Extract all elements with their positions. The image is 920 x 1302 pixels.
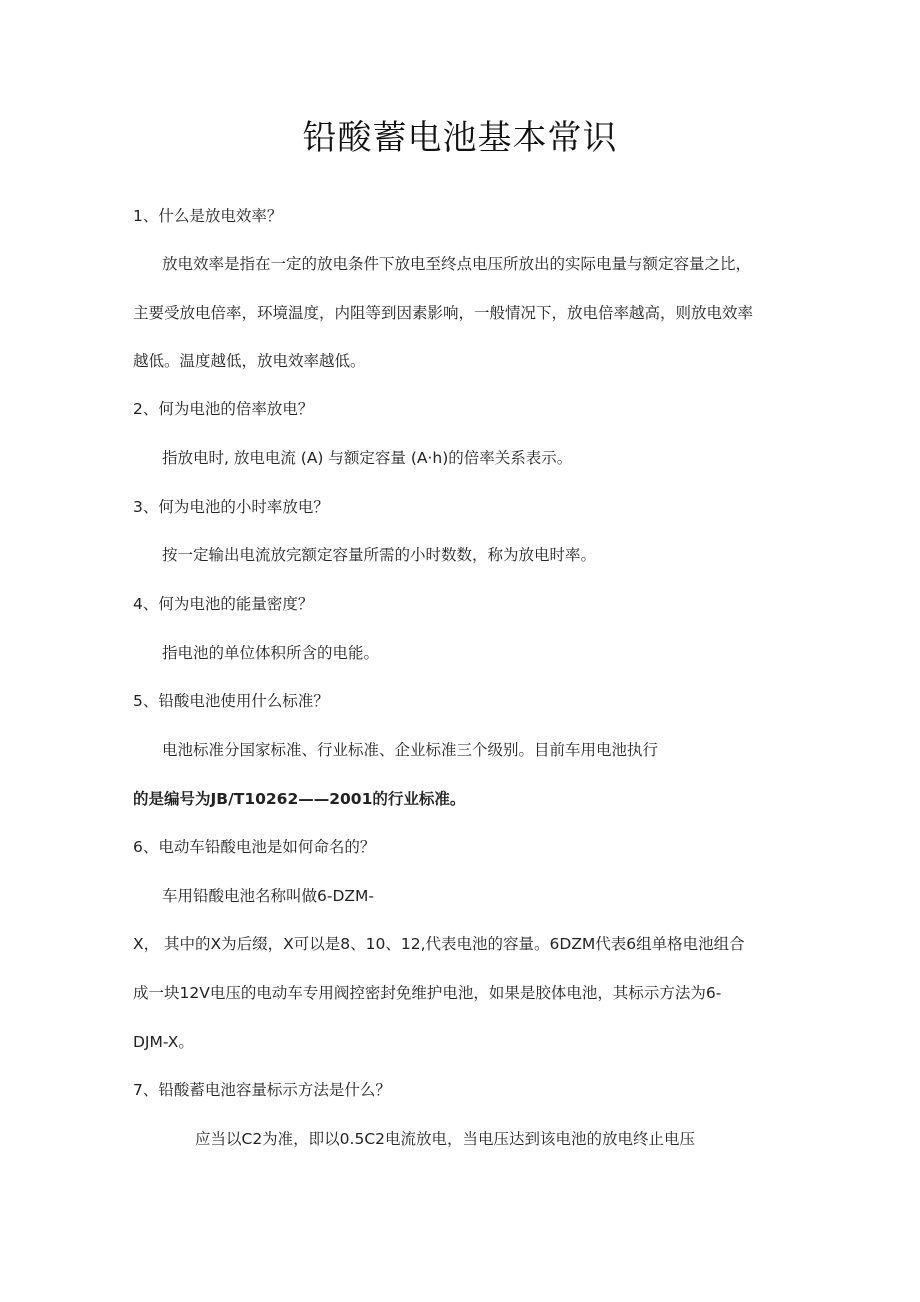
- answer-1-line-1: 放电效率是指在一定的放电条件下放电至终点电压所放出的实际电量与额定容量之比，: [162, 255, 752, 273]
- answer-3: 按一定输出电流放完额定容量所需的小时数数，称为放电时率。: [162, 546, 597, 564]
- answer-4: 指电池的单位体积所含的电能。: [162, 644, 380, 662]
- question-3: 3、何为电池的小时率放电？: [133, 498, 329, 516]
- answer-5-line-1: 电池标准分国家标准、行业标准、企业标准三个级别。目前车用电池执行: [162, 741, 659, 759]
- answer-6-line-3: 成一块12V电压的电动车专用阀控密封免维护电池，如果是胶体电池，其标示方法为6-: [133, 984, 722, 1002]
- page-title: 铅酸蓄电池基本常识: [302, 118, 618, 158]
- question-7: 7、铅酸蓄电池容量标示方法是什么？: [133, 1081, 391, 1099]
- question-6: 6、电动车铅酸电池是如何命名的？: [133, 838, 376, 856]
- answer-6-line-2: X， 其中的X为后缀，X可以是8、10、12,代表电池的容量。6DZM代表6组单格电池组合: [133, 935, 745, 953]
- answer-2: 指放电时, 放电电流 (A) 与额定容量 (A·h)的倍率关系表示。: [162, 449, 573, 467]
- answer-6-line-4: DJM-X。: [133, 1033, 194, 1051]
- answer-7-line-1: 应当以C2为准，即以0.5C2电流放电，当电压达到该电池的放电终止电压: [195, 1130, 696, 1148]
- answer-1-line-3: 越低。温度越低，放电效率越低。: [133, 352, 366, 370]
- question-5: 5、铅酸电池使用什么标准？: [133, 692, 329, 710]
- question-2: 2、何为电池的倍率放电？: [133, 400, 314, 418]
- answer-6-line-1: 车用铅酸电池名称叫做6-DZM-: [162, 887, 374, 905]
- question-4: 4、何为电池的能量密度？: [133, 595, 314, 613]
- answer-5-line-2: 的是编号为JB/T10262——2001的行业标准。: [133, 790, 466, 808]
- answer-1-line-2: 主要受放电倍率，环境温度，内阻等到因素影响，一般情况下，放电倍率越高，则放电效率: [133, 304, 754, 322]
- question-1: 1、什么是放电效率？: [133, 207, 283, 225]
